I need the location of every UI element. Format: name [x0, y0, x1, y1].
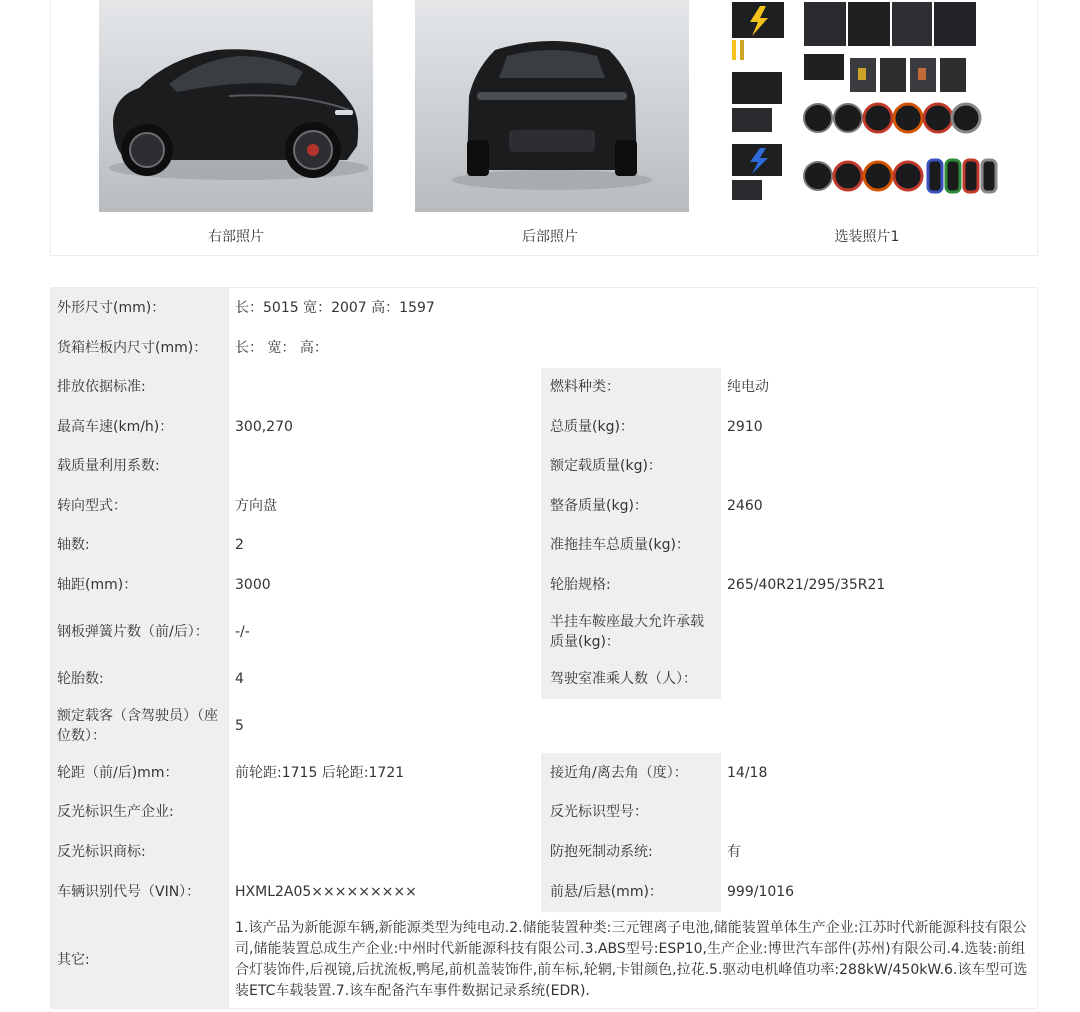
spec-value: [229, 793, 541, 832]
spec-label: 轮胎数:: [51, 659, 229, 699]
spec-label: 接近角/离去角（度）：: [541, 753, 721, 793]
spec-row: [51, 605, 1037, 659]
spec-row-other: [51, 912, 1037, 1008]
spec-row: [51, 832, 1037, 872]
spec-row: [51, 368, 1037, 407]
spec-value: [721, 526, 1037, 565]
photo-caption-options: 选装照片1: [834, 229, 900, 245]
photo-caption-right: 右部照片: [208, 229, 264, 245]
spec-value: 3000: [229, 565, 541, 605]
spec-value: 300,270: [229, 407, 541, 447]
spec-label: 半挂车鞍座最大允许承载质量(kg)：: [541, 605, 721, 659]
rear-photo[interactable]: [415, 0, 689, 212]
options-collage-image: [730, 0, 1006, 212]
spec-label: 驾驶室准乘人数（人）：: [541, 659, 721, 699]
spec-value: [721, 793, 1037, 832]
spec-label: 载质量利用系数:: [51, 447, 229, 486]
spec-value: 纯电动: [721, 368, 1037, 407]
spec-row: [51, 526, 1037, 565]
spec-value: [229, 832, 541, 872]
spec-label: 排放依据标准:: [51, 368, 229, 407]
spec-row: [51, 753, 1037, 793]
spec-label: 总质量(kg)：: [541, 407, 721, 447]
spec-row: [51, 872, 1037, 912]
spec-row: [51, 659, 1037, 699]
spec-row-dimensions: [51, 288, 1037, 328]
spec-label: 防抱死制动系统:: [541, 832, 721, 872]
spec-value: [229, 447, 541, 486]
spec-value: 长：5015 宽：2007 高：1597: [229, 288, 1037, 328]
spec-label: 燃料种类：: [541, 368, 721, 407]
spec-label: 反光标识型号：: [541, 793, 721, 832]
spec-value: -/-: [229, 605, 541, 659]
spec-value: 前轮距:1715 后轮距:1721: [229, 753, 541, 793]
car-side-image: [99, 0, 373, 212]
spec-label: 额定载质量(kg)：: [541, 447, 721, 486]
spec-value: 2460: [721, 486, 1037, 526]
spec-value: 2: [229, 526, 541, 565]
options-photo[interactable]: [730, 0, 1006, 212]
spec-label: 轮距（前/后)mm：: [51, 753, 229, 793]
spec-value: 5: [229, 699, 1037, 753]
spec-label: 其它:: [51, 912, 229, 1008]
spec-label: 准拖挂车总质量(kg)：: [541, 526, 721, 565]
spec-value: [721, 659, 1037, 699]
car-rear-image: [415, 0, 689, 212]
spec-label: 轴数:: [51, 526, 229, 565]
spec-value: 长： 宽： 高：: [229, 328, 1037, 368]
spec-label: 反光标识生产企业:: [51, 793, 229, 832]
spec-value: [721, 447, 1037, 486]
spec-label: 最高车速(km/h)：: [51, 407, 229, 447]
spec-label: 车辆识别代号（VIN）：: [51, 872, 229, 912]
spec-row: [51, 793, 1037, 832]
spec-value: 4: [229, 659, 541, 699]
spec-label: 货箱栏板内尺寸(mm)：: [51, 328, 229, 368]
spec-row-cargo-box: [51, 328, 1037, 368]
spec-label: 转向型式：: [51, 486, 229, 526]
right-side-photo[interactable]: [99, 0, 373, 212]
spec-row: [51, 565, 1037, 605]
spec-label: 钢板弹簧片数（前/后）：: [51, 605, 229, 659]
spec-value: 方向盘: [229, 486, 541, 526]
spec-value: 999/1016: [721, 872, 1037, 912]
spec-label: 反光标识商标:: [51, 832, 229, 872]
spec-row: [51, 407, 1037, 447]
spec-value: HXML2A05×××××××××: [229, 872, 541, 912]
spec-value: [721, 605, 1037, 659]
spec-label: 额定载客（含驾驶员）（座位数）：: [51, 699, 229, 753]
spec-label: 轮胎规格:: [541, 565, 721, 605]
spec-label: 轴距(mm)：: [51, 565, 229, 605]
spec-row: [51, 486, 1037, 526]
spec-value: 2910: [721, 407, 1037, 447]
spec-value: 14/18: [721, 753, 1037, 793]
spec-value: [229, 368, 541, 407]
spec-value-other: 1.该产品为新能源车辆,新能源类型为纯电动.2.储能装置种类:三元锂离子电池,储能装置单体生产企业:江苏时代新能源科技有限公司,储能装置总成生产企业:中州时代新能源科技有限公司.3.ABS型号:ESP10,生产企业:博世汽车部件(苏州)有限公司.4.选装:前组合灯装饰件,后视镜,后扰流板,鸭尾,前机盖装饰件,前车标,轮辋,卡钳颜色,拉花.5.驱动电机峰值功率:288kW/450kW.6.该车型可选装ETC车载装置.7.该车配备汽车事件数据记录系统(EDR).: [229, 912, 1037, 1008]
spec-table: [50, 287, 1038, 1009]
spec-value: 有: [721, 832, 1037, 872]
spec-label: 外形尺寸(mm)：: [51, 288, 229, 328]
spec-value: 265/40R21/295/35R21: [721, 565, 1037, 605]
spec-label: 前悬/后悬(mm)：: [541, 872, 721, 912]
spec-label: 整备质量(kg)：: [541, 486, 721, 526]
spec-row: [51, 447, 1037, 486]
spec-row-passengers: [51, 699, 1037, 753]
photo-caption-rear: 后部照片: [522, 229, 578, 245]
